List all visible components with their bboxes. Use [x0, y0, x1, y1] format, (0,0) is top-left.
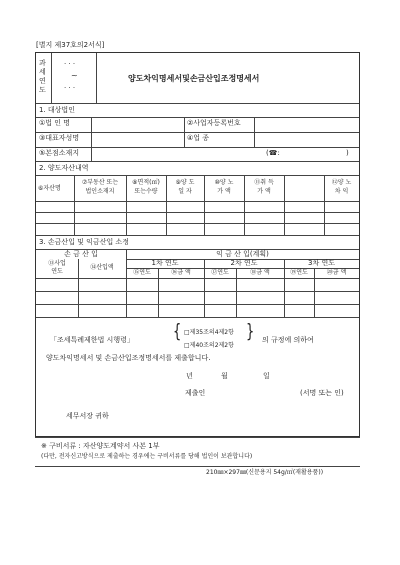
- phone-close: ): [346, 149, 349, 157]
- sec3-subheader-line: [126, 268, 359, 269]
- attachments-top-line: [35, 437, 360, 438]
- transfer-value-header-2: 가 액: [217, 188, 231, 195]
- acquire-value-header-1: ⑪취 득: [254, 179, 274, 186]
- year-a-header: ⑮연도: [133, 269, 151, 276]
- asset-type-header: ⑥자산명: [38, 185, 61, 192]
- sec1-top-line: [36, 103, 359, 104]
- year3-header: 3차 연도: [308, 259, 335, 267]
- amount-b-header: ⑱금 액: [250, 269, 270, 276]
- attachment-note: ※ 구비서류 : 자산양도계약서 사본 1부: [41, 442, 160, 450]
- brace-right: }: [246, 322, 255, 343]
- inclusion-header: 익 금 산 입(계획): [216, 250, 269, 258]
- year-b-header: ⑰연도: [211, 269, 229, 276]
- sec1-row3-line: [36, 147, 359, 148]
- attachment-exception: (다만, 전자신고방식으로 제출하는 경우에는 구비서류를 당해 법인이 보관합니다): [41, 453, 253, 460]
- sec3-data-row-line-3: [36, 304, 359, 305]
- section3-title: 3. 손금산입 및 익금산입 소정: [39, 238, 129, 246]
- sec2-col-div-6: [284, 175, 285, 235]
- transfer-date-header-2: 일 자: [178, 188, 192, 195]
- section1-title: 1. 대상법인: [39, 106, 75, 114]
- hq-address-label: ⑤본점소재지: [39, 149, 80, 157]
- acquire-value-header-2: 가 액: [257, 188, 271, 195]
- phone-label: (☎:: [266, 149, 280, 157]
- transfer-value-header-1: ⑩양 노: [214, 179, 234, 186]
- year-c-header: ⑲연도: [290, 269, 308, 276]
- area-header-2: 또는수량: [134, 188, 158, 195]
- amount-a-header: ⑯금 액: [171, 269, 191, 276]
- law-name: 「조세특례제한법 시행령」: [50, 336, 134, 344]
- sec1-address-divider: [91, 147, 92, 161]
- ceo-name-label: ③대표자성명: [39, 134, 80, 142]
- submitter-label: 제출인: [185, 389, 206, 397]
- sec2-top-line: [36, 161, 359, 162]
- sec2-data-row-line-2: [36, 212, 359, 213]
- paper-spec: 210㎜×297㎜(신문용지 54g/㎡(재활용품)): [206, 469, 324, 476]
- date-month: 월: [221, 372, 228, 380]
- business-year-header-2: 연도: [51, 268, 63, 275]
- sec2-data-row-line-3: [36, 223, 359, 224]
- statement-line2: 양도차익명세서 및 손금산입조정명세서를 제출합니다.: [46, 354, 211, 362]
- option-35-4[interactable]: □제35조의4제2항: [184, 329, 234, 336]
- transfer-date-header-1: ⑨양 도: [175, 179, 195, 186]
- year2-header: 2차 연도: [230, 259, 258, 267]
- form-number-note: [별지 제37호의2서식]: [36, 41, 105, 49]
- amount-c-header: ⑳금 액: [326, 269, 347, 276]
- attachments-bottom-line: [35, 466, 360, 467]
- tax-year-dots-bottom: . . .: [64, 82, 76, 90]
- area-header-1: ⑧면적(㎡): [132, 179, 160, 186]
- gain-header-1: ⑫양 노: [331, 179, 352, 186]
- deduction-header: 손 금 산 입: [64, 250, 98, 258]
- sec2-header-top-line: [36, 175, 359, 176]
- tax-year-label: 과세연도: [39, 59, 46, 94]
- year1-header: 1차 연도: [151, 259, 179, 267]
- location-header-1: ⑦부동산 또는: [81, 179, 119, 186]
- tax-year-dots-top: . . .: [64, 58, 76, 66]
- document-title: 양도차익명세서및손금산입조정명세서: [128, 74, 260, 83]
- deduction-amount-header: ⑭산입액: [90, 264, 114, 271]
- form-frame: [35, 52, 360, 437]
- title-divider-2: [96, 53, 97, 103]
- business-type-label: ④업 종: [187, 134, 210, 142]
- sec1-row1-line: [36, 117, 359, 118]
- sec1-row2-line: [36, 132, 359, 133]
- date-day: 일: [263, 372, 270, 380]
- business-year-header-1: ⑬사업: [48, 260, 66, 267]
- date-year: 년: [186, 372, 193, 380]
- option-40-2[interactable]: □제40조의2제2항: [184, 342, 234, 349]
- statement-suffix: 의 규정에 의하여: [262, 336, 314, 344]
- gain-header-2: 차 익: [334, 188, 349, 195]
- statement-top-line: [36, 317, 359, 318]
- sec2-data-row-line-1: [36, 201, 359, 202]
- section2-title: 2. 양도자산내역: [39, 164, 89, 172]
- corp-name-label: ①법 인 명: [39, 119, 71, 127]
- brace-left: {: [173, 322, 182, 343]
- sec3-data-row-line-2: [36, 291, 359, 292]
- sec3-data-row-line-1: [36, 278, 359, 279]
- recipient: 세무서장 귀하: [66, 412, 109, 420]
- biz-reg-no-label: ②사업자등록번호: [187, 119, 241, 127]
- location-header-2: 법인소재지: [85, 188, 115, 195]
- tax-year-tilde: ~: [71, 71, 78, 80]
- title-divider-1: [51, 53, 52, 103]
- sec3-top-line: [36, 235, 359, 236]
- signature-label: (서명 또는 인): [300, 389, 344, 397]
